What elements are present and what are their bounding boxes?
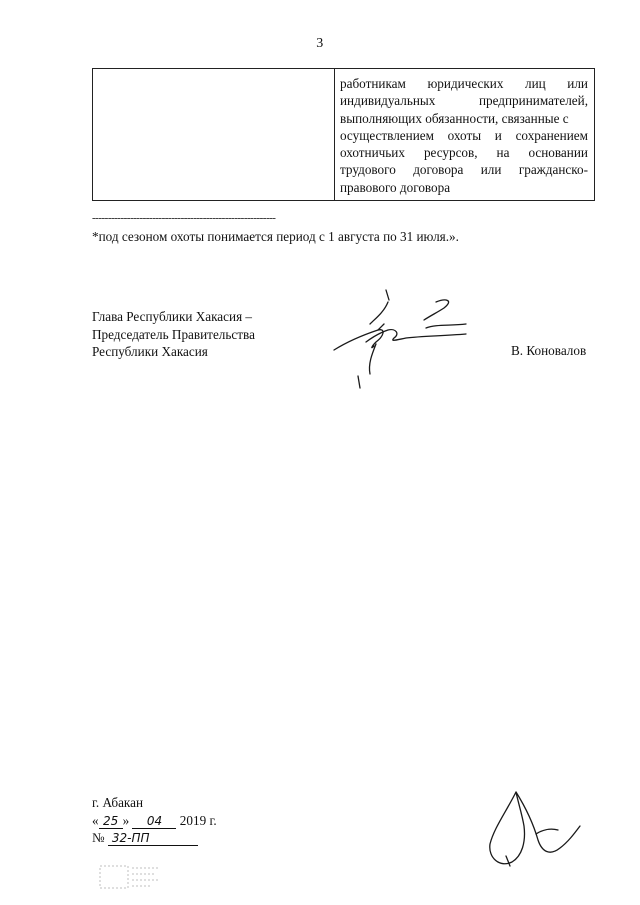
cell-text-line: правового договора	[340, 179, 451, 195]
document-number: 32-ПП	[108, 831, 198, 846]
cell-text-line: осуществлением охоты и сохранением	[340, 127, 588, 143]
handwritten-signature	[326, 284, 476, 394]
table-cell-left	[93, 69, 335, 201]
signer-title-line: Глава Республики Хакасия –	[92, 309, 253, 324]
page-number: 3	[316, 36, 324, 51]
number-line: № 32-ПП	[92, 829, 217, 847]
signer-name: В. Коновалов	[511, 343, 587, 358]
footnote: *под сезоном охоты понимается период с 1 августа по 31 июля.».	[92, 229, 459, 244]
cell-text-line: охотничьих ресурсов, на основании	[340, 145, 588, 161]
signer-title-line: Республики Хакасия	[92, 344, 208, 360]
date-day: 25	[99, 814, 123, 829]
date-month: 04	[132, 814, 176, 829]
cell-text-line: индивидуальных предпринимателей,	[340, 93, 588, 109]
signer-title-line: Председатель Правительства	[92, 326, 255, 342]
footnote-separator: ----------------------------------------------------------	[92, 212, 276, 224]
table-row	[93, 69, 595, 201]
signer-title	[92, 308, 255, 361]
document-table	[92, 68, 595, 201]
place-and-date	[92, 794, 217, 847]
date-line: « 25 » 04 2019 г.	[92, 812, 217, 828]
faint-stamp	[96, 858, 166, 896]
city: г. Абакан	[92, 795, 144, 810]
date-year: 2019 г.	[179, 812, 217, 828]
cell-text-line: трудового договора или гражданско-	[340, 162, 588, 178]
handwritten-initials	[476, 782, 586, 878]
table-cell-right	[335, 69, 595, 201]
cell-text-line: выполняющих обязанности, связанные с	[340, 110, 569, 126]
cell-text-line: работникам юридических лиц или	[340, 76, 588, 91]
